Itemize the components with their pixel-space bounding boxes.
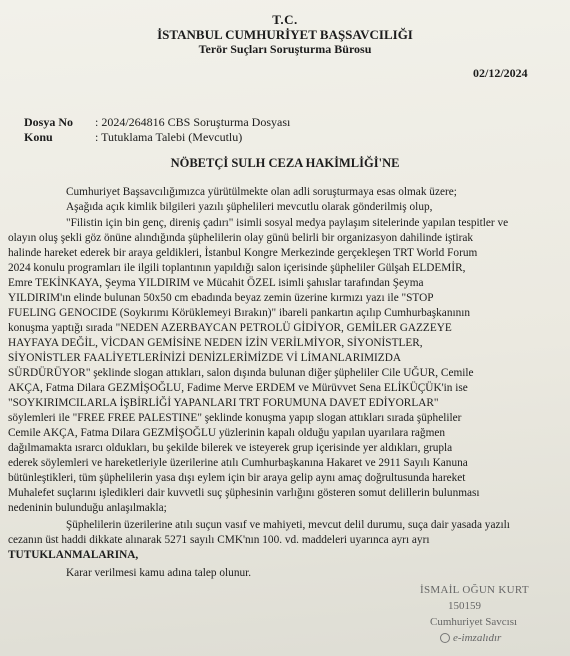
header-institution: İSTANBUL CUMHURİYET BAŞSAVCILIĞI (157, 27, 413, 42)
body-line: Cemile AKÇA, Fatma Dilara GEZMİŞOĞLU yüzlerinin kapalı olduğu yapılan uyarılara rağmen (8, 427, 446, 439)
header-bureau: Terör Suçları Soruşturma Bürosu (198, 42, 372, 56)
body-line: Emre TEKİNKAYA, Şeyma YILDIRIM ve Mücahit ÖZEL isimli şahıslar tarafından Şeyma (8, 277, 424, 289)
konu-value: : Tutuklama Talebi (Mevcutlu) (95, 130, 243, 144)
konu-label: Konu (24, 130, 53, 144)
body-line: "SOYKIRIMCILARLA İŞBİRLİĞİ YAPANLARI TRT FORUMUNA DAVET EDİYORLAR" (8, 397, 439, 409)
dosya-value: : 2024/264816 CBS Soruşturma Dosyası (95, 115, 291, 129)
header-tc: T.C. (272, 12, 298, 27)
esign-text: e-imzalıdır (453, 632, 502, 644)
body-line: FUELING GENOCIDE (Soykırımı Körüklemeyi Bırakın)" ibareli pankartın açılıp Cumhurbaşkanının (8, 307, 471, 319)
document-date: 02/12/2024 (473, 66, 528, 80)
body-line: AKÇA, Fatma Dilara GEZMİŞOĞLU, Fadime Merve ERDEM ve Mürüvvet Sena ELİKÜÇÜK'in ise (8, 382, 468, 394)
body-line: dağılmamakta ısrarcı oldukları, bu şekilde bilerek ve isteyerek grup içerisinde yer aldıkları, grupla (8, 442, 453, 454)
signer-name: İSMAİL OĞUN KURT (420, 584, 529, 596)
body-line: cezanın üst haddi dikkate alınarak 5271 sayılı CMK'nın 100. vd. maddeleri uyarınca ayrı ayrı (8, 534, 430, 546)
body-line: Aşağıda açık kimlik bilgileri yazılı şüphelileri mevcutlu olarak gönderilmiş olup, (66, 201, 433, 213)
body-line: SİYONİSTLER FAALİYETLERİNİZİ DENİZLERİMİZDE Vİ LİMANLARIMIZDA (8, 352, 402, 364)
dosya-label: Dosya No (24, 115, 74, 129)
body-line: Cumhuriyet Başsavcılığımızca yürütülmekte olan adli soruşturmaya esas olmak üzere; (66, 186, 457, 198)
signer-number: 150159 (448, 600, 481, 612)
esign-icon (440, 633, 450, 643)
signer-title: Cumhuriyet Savcısı (430, 616, 518, 628)
body-line: Muhalefet suçlarını işledikleri dair kuvvetli suç şüphesinin varlığını gösteren somut delillerin bulunması (8, 487, 480, 499)
body-line: Şüphelilerin üzerilerine atılı suçun vasıf ve mahiyeti, mevcut delil durumu, suça dair yasada yazılı (66, 519, 510, 531)
body-line: YILDIRIM'ın elinde bulunan 50x50 cm ebadında beyaz zemin üzerine kırmızı yazı ile "STOP (8, 292, 434, 304)
addressee: NÖBETÇİ SULH CEZA HAKİMLİĞİ'NE (170, 156, 400, 170)
body-line: söylemleri ile "FREE FREE PALESTINE" şeklinde konuşma yapıp slogan attıkları sırada şüpheliler (8, 412, 462, 424)
body-line: nedeninin bulunduğu anlaşılmakla; (8, 502, 167, 514)
body-line: 2024 konulu programları ile ilgili toplantının yapıldığı salon içerisinde şüpheliler Gülşah ELDEMİR, (8, 262, 466, 274)
body-line: SÜRDÜRÜYOR" şeklinde slogan attıkları, salon dışında bulunan diğer şüpheliler Cile UĞUR, Cemile (8, 367, 474, 379)
body-line: olayın oluş şekli göz önüne alındığında şüphelilerin olay günü belirli bir organizasyon dahilinde iştirak (8, 232, 474, 244)
body-line: konuşma yaptığı sırada "NEDEN AZERBAYCAN PETROLÜ GİDİYOR, GEMİLER GAZZEYE (8, 322, 452, 334)
body-line: Karar verilmesi kamu adına talep olunur. (66, 567, 252, 579)
esign-label (440, 632, 501, 644)
body-line: TUTUKLANMALARINA, (8, 549, 139, 561)
body-line: bütünleştikleri, tüm şüphelilerin yasa dışı eylem için bir araya gelip aynı amaç doğrultusunda hareket (8, 472, 466, 484)
body-line: "Filistin için bin genç, direniş çadırı" isimli sosyal medya paylaşım sitelerinde yapılan tespitler ve (66, 217, 509, 229)
body-line: HAYFAYA DEĞİL, VİCDAN GEMİSİNE NEDEN İZİN VERİLMİYOR, SİYONİSTLER, (8, 337, 423, 349)
body-line: halinde hareket ederek bir araya geldikleri, İstanbul Kongre Merkezinde gerçekleşen TRT World Forum (8, 247, 478, 259)
body-line: ederek söylemleri ve hareketleriyle üzerilerine atılı Cumhurbaşkanına Hakaret ve 2911 Sayılı Kanuna (8, 457, 468, 469)
